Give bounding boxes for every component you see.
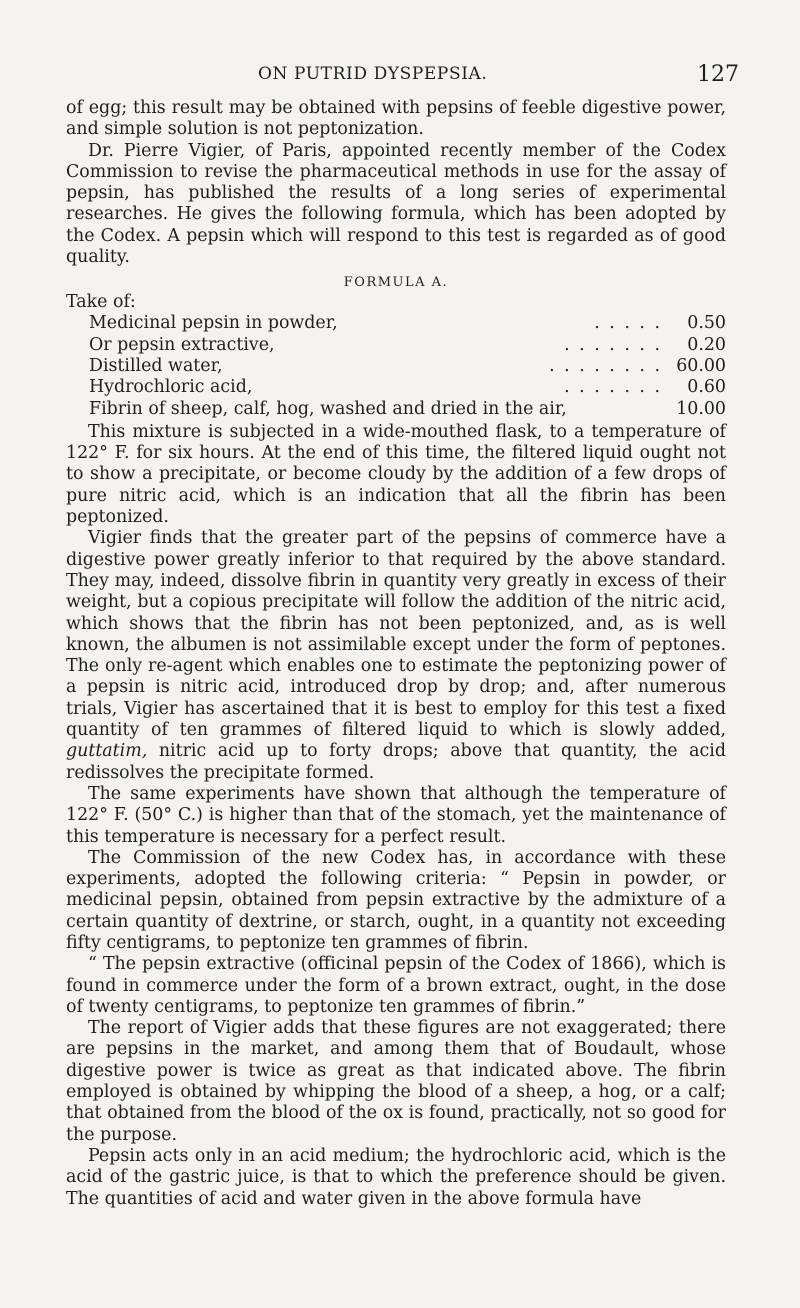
page-number: 127 — [697, 62, 739, 87]
paragraph-text: Vigier finds that the greater part of the pepsins of commerce have a digestive power greatly inferior to that required by the above standard. They may, indeed, dissolve fibrin in quantity very greatly in excess of their weight, but a copious precipitate will follow the addition of the nitric acid, which shows that the fibrin has not been peptonized, and, as is well known, the albumen is not assimilable except under the form of peptones. The only re-agent which enables one to estimate the peptonizing power of a pepsin is nitric acid, introduced drop by drop; and, after numerous trials, Vigier has ascertained that it is best to employ for this test a fixed quantity of ten grammes of filtered liquid to which is slowly added, — [66, 528, 726, 741]
ingredient-name: Or pepsin extractive, — [89, 334, 275, 355]
ingredient-amount: 60.00 — [676, 355, 726, 376]
leader-dots: . . . . . — [594, 313, 662, 334]
leader-dots: . . . . . . . — [564, 334, 662, 355]
ingredient-name: Distilled water, — [89, 355, 223, 376]
ingredient-name: Fibrin of sheep, calf, hog, washed and dried in the air, — [89, 398, 567, 419]
leader-dots: . . . . . . . . — [549, 355, 662, 376]
paragraph-vigier-intro: Dr. Pierre Vigier, of Paris, appointed recently member of the Codex Commission to revise the pharmaceutical methods in use for the assay of pepsin, has published the results of a long series of experimental researches. He gives the following formula, which has been adopted by the Codex. A pepsin which will respond to this test is regarded as of good quality. — [66, 140, 726, 268]
formula-intro: Take of: — [66, 292, 136, 313]
running-head — [0, 62, 800, 92]
ingredient-amount: 10.00 — [676, 398, 726, 419]
formula-ingredient-list — [66, 313, 726, 419]
ingredient-amount: 0.60 — [687, 377, 726, 398]
ingredient-name: Medicinal pepsin in powder, — [89, 313, 338, 334]
paragraph-temperature: The same experiments have shown that although the temperature of 122° F. (50° C.) is higher than that of the stomach, yet the maintenance of this temperature is necessary for a perfect result. — [66, 783, 726, 847]
formula-ingredient-row — [66, 313, 726, 334]
formula-ingredient-row — [66, 356, 726, 377]
paragraph-report: The report of Vigier adds that these figures are not exaggerated; there are pepsins in the market, and among them that of Boudault, whose digestive power is twice as great as that indicated above. The fibrin employed is obtained by whipping the blood of a sheep, a hog, or a calf; that obtained from the blood of the ox is found, practically, not so good for the purpose. — [66, 1018, 726, 1145]
ingredient-amount: 0.50 — [687, 313, 726, 334]
paragraph-mixture: This mixture is subjected in a wide-mouthed flask, to a temperature of 122° F. for six hours. At the end of this time, the filtered liquid ought not to show a precipitate, or become cloudy by the addition of a few drops of pure nitric acid, which is an indication that all the fibrin has been peptonized. — [66, 421, 726, 528]
paragraph-pepsin-extractive: “ The pepsin extractive (officinal pepsin of the Codex of 1866), which is found in commerce under the form of a brown extract, ought, in the dose of twenty centigrams, to peptonize ten grammes of fibrin.” — [66, 954, 726, 1017]
leader-dots: . . . . . . . — [564, 377, 662, 398]
ingredient-name: Hydrochloric acid, — [89, 377, 253, 398]
running-title: ON PUTRID DYSPEPSIA. — [258, 64, 488, 84]
formula-ingredient-row — [66, 335, 726, 356]
paragraph-codex-criteria: The Commission of the new Codex has, in accordance with these experiments, adopted the following criteria: “ Pepsin in powder, or medicinal pepsin, obtained from pepsin extractive by the admixture of a certain quantity of dextrine, or starch, ought, in a quantity not exceeding fifty centigrams, to peptonize ten grammes of fibrin. — [66, 847, 726, 953]
paragraph-continuation: of egg; this result may be obtained with pepsins of feeble digestive power, and simple solution is not peptonization. — [66, 98, 726, 140]
formula-ingredient-row — [66, 377, 726, 398]
body-text — [66, 98, 726, 1210]
ingredient-amount: 0.20 — [687, 334, 726, 355]
paragraph-acid-medium: Pepsin acts only in an acid medium; the hydrochloric acid, which is the acid of the gastric juice, is that to which the preference should be given. The quantities of acid and water given in the above formula have — [66, 1145, 726, 1209]
formula-heading: FORMULA A. — [343, 275, 449, 291]
formula-ingredient-row — [66, 399, 726, 420]
paragraph-text: nitric acid up to forty drops; above that quantity, the acid redissolves the precipitate formed. — [66, 741, 726, 783]
italic-term: guttatim, — [66, 741, 148, 762]
paragraph-commerce-pepsins — [66, 528, 726, 784]
